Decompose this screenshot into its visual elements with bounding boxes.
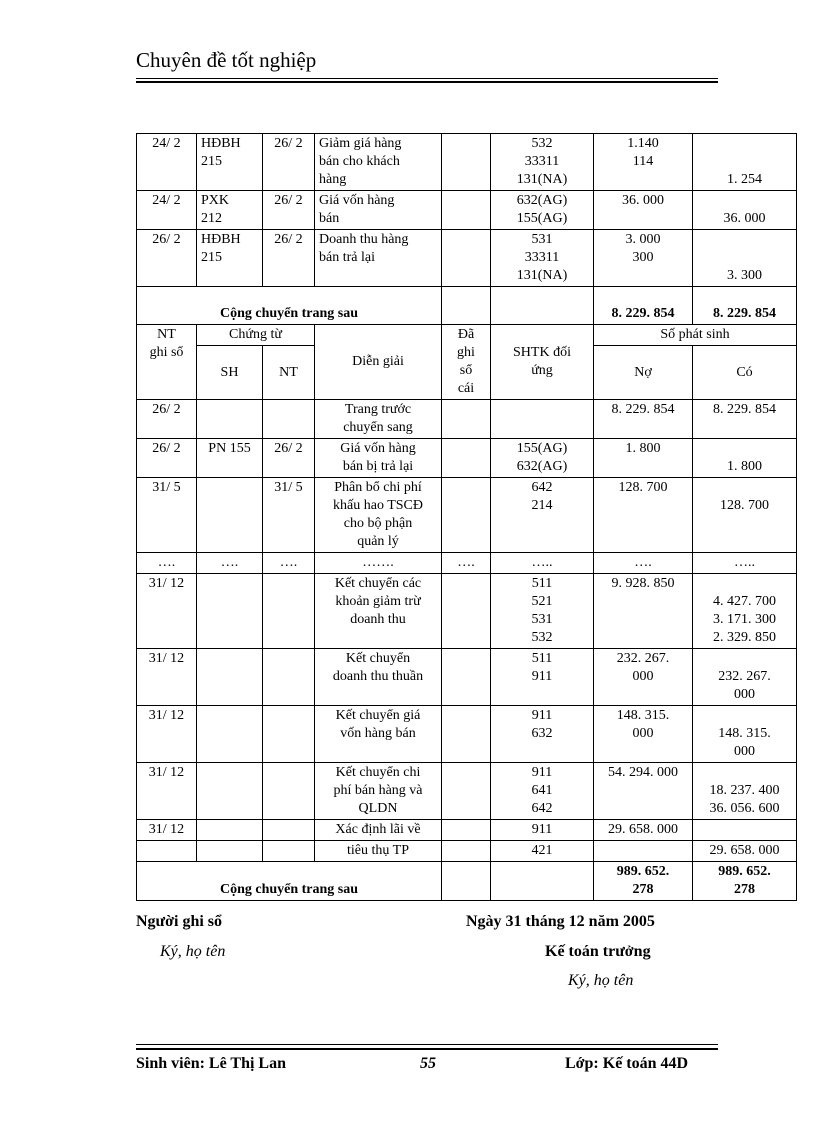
cell-co: 36. 000 (693, 191, 797, 230)
cell-no: 148. 315. 000 (594, 706, 693, 763)
cell-ngay (263, 574, 315, 649)
cell-da-ghi-so-cai (442, 574, 491, 649)
table-row (137, 134, 797, 191)
cell-dien-giai: Kết chuyển các khoản giảm trừ doanh thu (315, 574, 442, 649)
table-row (137, 763, 797, 820)
cell-tai-khoan: 911 (491, 820, 594, 841)
cell-no: 29. 658. 000 (594, 820, 693, 841)
table-row (137, 706, 797, 763)
cell-no: 54. 294. 000 (594, 763, 693, 820)
cell-co (693, 820, 797, 841)
table-row (137, 574, 797, 649)
footer-class: Lớp: Kế toán 44D (565, 1055, 689, 1072)
carry-forward-label: Cộng chuyển trang sau (137, 287, 442, 325)
cell-da-ghi-so-cai (442, 841, 491, 862)
cell-dien-giai: Kết chuyển chi phí bán hàng và QLDN (315, 763, 442, 820)
cell-no: …. (594, 553, 693, 574)
cell-ngay (263, 649, 315, 706)
carry-forward-debit-2: 989. 652. 278 (594, 862, 693, 901)
cell-co: 18. 237. 400 36. 056. 600 (693, 763, 797, 820)
cell-tai-khoan: 155(AG) 632(AG) (491, 439, 594, 478)
cell-da-ghi-so-cai (442, 134, 491, 191)
cell-tai-khoan (491, 400, 594, 439)
cell-nt-ghi-so: 24/ 2 (137, 134, 197, 191)
signature-date: Ngày 31 tháng 12 năm 2005 (466, 913, 655, 930)
header-sh: SH (197, 346, 263, 400)
cell-dien-giai: Giá vốn hàng bán bị trả lại (315, 439, 442, 478)
header-rule-top (136, 78, 718, 79)
cell-da-ghi-so-cai (442, 400, 491, 439)
header-so-phat-sinh: Số phát sinh (594, 325, 797, 346)
cell-nt-ghi-so: 31/ 12 (137, 574, 197, 649)
cell-no: 3. 000 300 (594, 230, 693, 287)
ledger-carry-forward-2 (137, 862, 797, 901)
carry-forward-credit: 8. 229. 854 (693, 287, 797, 325)
footer-rule-top (136, 1044, 718, 1045)
ledger-table (136, 133, 797, 901)
cell-ngay: 26/ 2 (263, 230, 315, 287)
cell-ngay: 26/ 2 (263, 134, 315, 191)
header-rule-bottom (136, 81, 718, 83)
cell-so-hieu (197, 649, 263, 706)
header-no: Nợ (594, 346, 693, 400)
cell-nt-ghi-so: 26/ 2 (137, 400, 197, 439)
cell-no (594, 841, 693, 862)
cell-da-ghi-so-cai (442, 478, 491, 553)
cell-co: ….. (693, 553, 797, 574)
cell-da-ghi-so-cai (442, 191, 491, 230)
cell-so-hieu: HĐBH 215 (197, 230, 263, 287)
cell-ngay (263, 820, 315, 841)
cell-no: 8. 229. 854 (594, 400, 693, 439)
footer-page-number: 55 (420, 1055, 436, 1072)
ledger-carry-forward-1 (137, 287, 797, 325)
cell-co: 1. 254 (693, 134, 797, 191)
cell-no: 1.140 114 (594, 134, 693, 191)
cell-so-hieu: …. (197, 553, 263, 574)
carry-forward-credit-2: 989. 652. 278 (693, 862, 797, 901)
cell-dien-giai: Kết chuyển doanh thu thuần (315, 649, 442, 706)
ledger-section-after (137, 400, 797, 862)
cell-no: 232. 267. 000 (594, 649, 693, 706)
cell-da-ghi-so-cai (442, 820, 491, 841)
cell-co: 3. 300 (693, 230, 797, 287)
carry-forward-label-2: Cộng chuyển trang sau (137, 862, 442, 901)
cell-tai-khoan: 911 632 (491, 706, 594, 763)
cell-dien-giai: Giảm giá hàng bán cho khách hàng (315, 134, 442, 191)
cell-co: 29. 658. 000 (693, 841, 797, 862)
header-co: Có (693, 346, 797, 400)
header-chung-tu: Chứng từ (197, 325, 315, 346)
cell-dien-giai: Xác định lãi về (315, 820, 442, 841)
cell-so-hieu (197, 478, 263, 553)
cell-da-ghi-so-cai (442, 230, 491, 287)
cell-nt-ghi-so (137, 841, 197, 862)
cell-tai-khoan: 532 33311 131(NA) (491, 134, 594, 191)
cell-so-hieu (197, 706, 263, 763)
footer-student: Sinh viên: Lê Thị Lan (136, 1055, 286, 1072)
ledger-section-before (137, 134, 797, 287)
cell-so-hieu: HĐBH 215 (197, 134, 263, 191)
cell-ngay (263, 841, 315, 862)
table-row (137, 553, 797, 574)
footer-rule-bottom (136, 1048, 718, 1050)
cell-so-hieu: PN 155 (197, 439, 263, 478)
page-title: Chuyên đề tốt nghiệp (136, 48, 317, 72)
cell-tai-khoan: 632(AG) 155(AG) (491, 191, 594, 230)
cell-ngay: 26/ 2 (263, 439, 315, 478)
cell-dien-giai: ……. (315, 553, 442, 574)
cell-nt-ghi-so: 31/ 12 (137, 706, 197, 763)
carry-forward-debit: 8. 229. 854 (594, 287, 693, 325)
header-nt: NT (263, 346, 315, 400)
cell-dien-giai: Trang trước chuyển sang (315, 400, 442, 439)
cell-da-ghi-so-cai: …. (442, 553, 491, 574)
ledger-header (137, 325, 797, 400)
cell-da-ghi-so-cai (442, 706, 491, 763)
cell-nt-ghi-so: 26/ 2 (137, 439, 197, 478)
cell-nt-ghi-so: 31/ 12 (137, 820, 197, 841)
cell-tai-khoan: ….. (491, 553, 594, 574)
cell-no: 128. 700 (594, 478, 693, 553)
cell-co: 232. 267. 000 (693, 649, 797, 706)
cell-dien-giai: tiêu thụ TP (315, 841, 442, 862)
cell-ngay: 31/ 5 (263, 478, 315, 553)
header-shtk-doi-ung: SHTK đối ứng (491, 325, 594, 400)
cell-no: 9. 928. 850 (594, 574, 693, 649)
signature-right-sub: Ký, họ tên (568, 972, 634, 989)
cell-co: 128. 700 (693, 478, 797, 553)
cell-nt-ghi-so: 31/ 12 (137, 763, 197, 820)
table-row (137, 400, 797, 439)
signature-left-sub: Ký, họ tên (160, 943, 226, 960)
cell-tai-khoan: 511 911 (491, 649, 594, 706)
table-row (137, 820, 797, 841)
cell-no: 1. 800 (594, 439, 693, 478)
signature-right-title: Kế toán trưởng (545, 943, 651, 960)
cell-co: 8. 229. 854 (693, 400, 797, 439)
cell-co: 148. 315. 000 (693, 706, 797, 763)
cell-so-hieu (197, 763, 263, 820)
cell-so-hieu (197, 400, 263, 439)
cell-ngay (263, 706, 315, 763)
cell-nt-ghi-so: 31/ 5 (137, 478, 197, 553)
cell-co: 4. 427. 700 3. 171. 300 2. 329. 850 (693, 574, 797, 649)
cell-da-ghi-so-cai (442, 763, 491, 820)
cell-ngay (263, 763, 315, 820)
cell-tai-khoan: 642 214 (491, 478, 594, 553)
cell-tai-khoan: 531 33311 131(NA) (491, 230, 594, 287)
cell-ngay: 26/ 2 (263, 191, 315, 230)
table-row (137, 439, 797, 478)
cell-dien-giai: Doanh thu hàng bán trả lại (315, 230, 442, 287)
cell-so-hieu: PXK 212 (197, 191, 263, 230)
cell-dien-giai: Kết chuyển giá vốn hàng bán (315, 706, 442, 763)
cell-so-hieu (197, 820, 263, 841)
cell-nt-ghi-so: …. (137, 553, 197, 574)
cell-nt-ghi-so: 31/ 12 (137, 649, 197, 706)
cell-dien-giai: Phân bổ chi phí khấu hao TSCĐ cho bộ phận quản lý (315, 478, 442, 553)
cell-ngay (263, 400, 315, 439)
cell-nt-ghi-so: 26/ 2 (137, 230, 197, 287)
cell-tai-khoan: 511 521 531 532 (491, 574, 594, 649)
table-row (137, 649, 797, 706)
cell-da-ghi-so-cai (442, 649, 491, 706)
cell-ngay: …. (263, 553, 315, 574)
header-dien-giai: Diễn giải (315, 325, 442, 400)
table-row (137, 191, 797, 230)
cell-so-hieu (197, 841, 263, 862)
cell-dien-giai: Giá vốn hàng bán (315, 191, 442, 230)
table-row (137, 478, 797, 553)
table-row (137, 841, 797, 862)
cell-da-ghi-so-cai (442, 439, 491, 478)
table-row (137, 230, 797, 287)
cell-no: 36. 000 (594, 191, 693, 230)
header-da-ghi-so-cai: Đã ghi sổ cái (442, 325, 491, 400)
cell-nt-ghi-so: 24/ 2 (137, 191, 197, 230)
signature-left-title: Người ghi sổ (136, 913, 223, 930)
cell-tai-khoan: 421 (491, 841, 594, 862)
cell-so-hieu (197, 574, 263, 649)
cell-tai-khoan: 911 641 642 (491, 763, 594, 820)
cell-co: 1. 800 (693, 439, 797, 478)
header-nt-ghi-so: NT ghi sổ (137, 325, 197, 400)
